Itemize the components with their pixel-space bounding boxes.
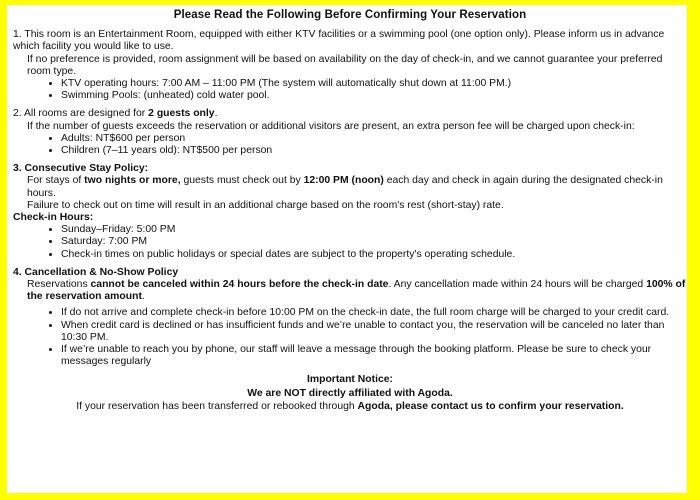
section-4-bullets [13, 307, 687, 368]
section-3-paragraph-2: Failure to check out on time will result in an additional charge based on the room's rest (short-stay) rate. [27, 199, 504, 211]
checkin-hours-heading: Check-in Hours: [13, 212, 94, 224]
section-2-bullets [13, 133, 687, 157]
text-fragment: For stays of [27, 175, 85, 187]
list-item: • Adults: NT$600 per person [61, 133, 687, 145]
list-item: • KTV operating hours: 7:00 AM – 11:00 PM (The system will automatically shut down at 11:00 PM.) [61, 78, 687, 90]
emphasis-text: Agoda, please contact us to confirm your reservation. [357, 400, 624, 412]
section-1-paragraph: If no preference is provided, room assignment will be based on availability on the day of check-in, and we cannot guarantee your preferred room type. [27, 53, 663, 77]
list-item: • If we’re unable to reach you by phone, our staff will leave a message through the booking platform. Please be sure to check your messages regularly [61, 344, 687, 368]
emphasis-text: 12:00 PM (noon) [303, 175, 384, 187]
emphasis-text: 2 guests only [148, 108, 215, 120]
notice-heading: Important Notice: [306, 374, 393, 386]
section-consecutive-stay [13, 163, 687, 261]
text-fragment: . [141, 291, 145, 303]
emphasis-text: cannot be canceled within 24 hours before the check-in date [90, 279, 389, 291]
section-guest-limit [13, 108, 687, 157]
section-room-type [13, 29, 687, 102]
list-item: • Swimming Pools: (unheated) cold water pool. [61, 90, 687, 102]
section-3-paragraph-1 [13, 175, 687, 199]
text-fragment: . Any cancellation made within 24 hours will be charged [388, 279, 647, 291]
checkin-hours-bullets [13, 224, 687, 261]
notice-line-1: We are NOT directly affiliated with Agoda. [247, 387, 453, 399]
list-item: • If do not arrive and complete check-in before 10:00 PM on the check-in date, the full room charge will be charged to your credit card. [61, 307, 687, 319]
text-fragment: Reservations [27, 279, 91, 291]
emphasis-text: 100% of the reservation amount [27, 279, 686, 303]
section-cancellation [13, 267, 687, 369]
reservation-notice-document [7, 5, 687, 493]
text-fragment: If your reservation has been transferred or rebooked through [76, 400, 358, 412]
notice-line-2 [13, 401, 687, 413]
section-4-paragraph [13, 279, 687, 303]
emphasis-text: two nights or more, [84, 175, 181, 187]
text-fragment: 2. All rooms are designed for [13, 108, 149, 120]
section-2-paragraph: If the number of guests exceeds the reservation or additional visitors are present, an extra person fee will be charged upon check-in: [27, 120, 635, 132]
text-fragment: . [214, 108, 218, 120]
section-2-lead [13, 108, 687, 120]
section-1-lead: 1. This room is an Entertainment Room, equipped with either KTV facilities or a swimming pool (one option only). Please inform us in advance which facility you would like to use. [13, 29, 665, 53]
text-fragment: each day and check in again during the designated check-in hours. [27, 175, 663, 199]
section-4-heading: 4. Cancellation & No-Show Policy [13, 266, 179, 278]
text-fragment: guests must check out by [180, 175, 304, 187]
list-item: • Check-in times on public holidays or special dates are subject to the property's operating schedule. [61, 249, 687, 261]
section-3-heading: 3. Consecutive Stay Policy: [13, 163, 149, 175]
list-item: • Children (7–11 years old): NT$500 per person [61, 145, 687, 157]
document-title: Please Read the Following Before Confirming Your Reservation [173, 9, 527, 21]
list-item: • Sunday–Friday: 5:00 PM [61, 224, 687, 236]
section-1-bullets [13, 78, 687, 102]
important-notice [13, 374, 687, 413]
list-item: • Saturday: 7:00 PM [61, 236, 687, 248]
list-item: • When credit card is declined or has insufficient funds and we’re unable to contact you, the reservation will be canceled no later than 10:30 PM. [61, 320, 687, 344]
